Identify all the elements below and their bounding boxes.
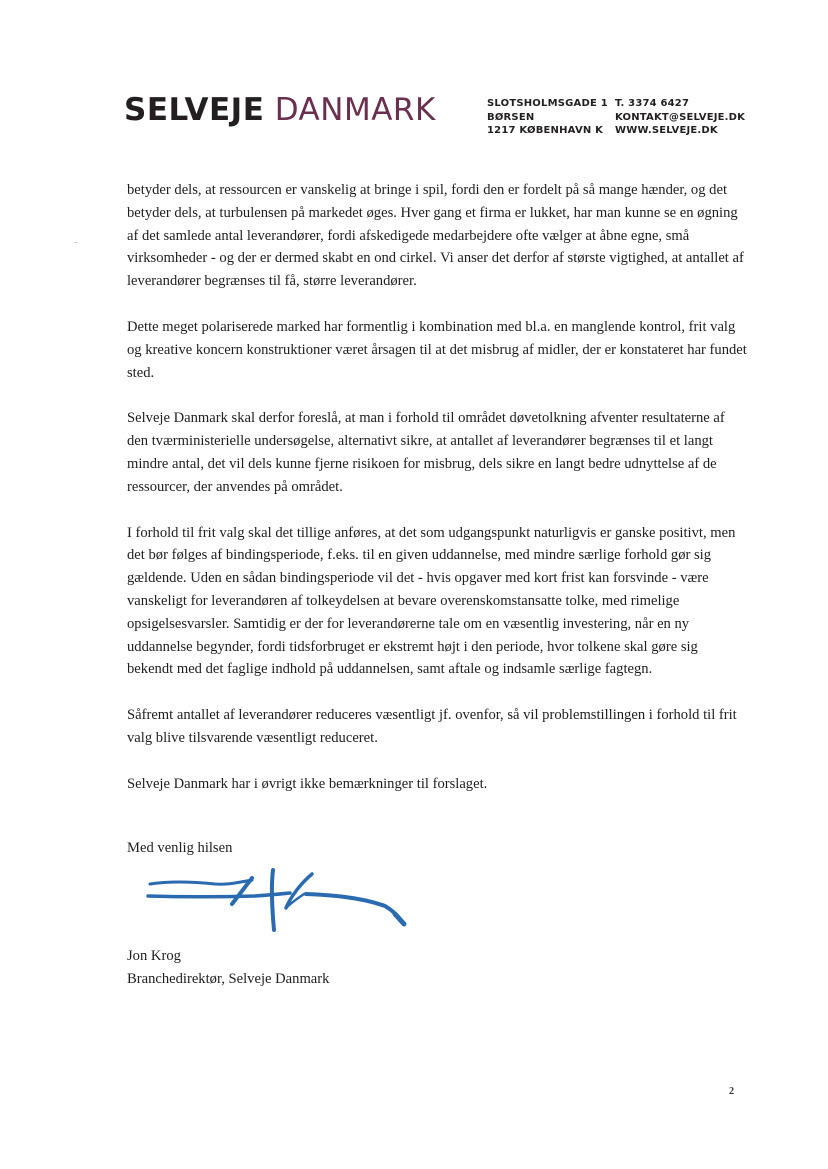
contact-details [615,97,745,138]
phone-number: T. 3374 6427 [615,98,690,109]
signer-block [127,945,329,991]
address-line: SLOTSHOLMSGADE 1 [487,98,608,109]
handwritten-signature-icon [140,864,410,943]
address-line: 1217 KØBENHAVN K [487,125,604,136]
body-paragraph: Selveje Danmark har i øvrigt ikke bemærkninger til forslaget. [127,775,488,792]
signer-title: Branchedirektør, Selveje Danmark [127,971,330,987]
letter-body [127,179,747,819]
website-address: WWW.SELVEJE.DK [615,125,718,136]
body-paragraph: I forhold til frit valg skal det tillige anføres, at det som udgangspunkt naturligvis er ganske positivt, men det bør følges af bindingsperiode, f.eks. til en given uddannelse, med mindre særlige forhold gør sig gældende. Uden en sådan bindingsperiode vil det - hvis opgaver med kort frist kan forsvinde - være vanskeligt for leverandøren af tolkeydelsen at bevare overenskomstansatte tolke, med rimelige opsigelsesvarsler. Samtidig er der for leverandørerne tale om en væsentlig investering, når en ny uddannelse begynder, fordi tidsforbruget er ekstremt højt i den periode, hvor tolkene skal gøre sig bekendt med det faglige indhold på uddannelsen, samt aftale og indsamle særlige fagtegn. [127,524,736,678]
body-paragraph: Dette meget polariserede marked har formentlig i kombination med bl.a. en manglende kontrol, frit valg og kreative koncern konstruktioner været årsagen til at det misbrug af midler, der er konstateret har fundet sted. [127,318,747,381]
email-address: KONTAKT@SELVEJE.DK [615,111,746,123]
body-paragraph: Selveje Danmark skal derfor foreslå, at man i forhold til området døvetolkning afventer resultaterne af den tværministerielle undersøgelse, alternativt sikre, at antallet af leverandører begrænses til et langt mindre antal, det vil dels kunne fjerne risikoen for misbrug, dels sikre en langt bedre udnyttelse af de ressourcer, der anvendes på området. [127,410,725,495]
postal-address [487,97,608,138]
body-paragraph: betyder dels, at ressourcen er vanskelig at bringe i spil, fordi den er fordelt på så mange hænder, og det betyder dels, at turbulensen på markedet øges. Hver gang et firma er lukket, har man kunne se en øgning af det samlede antal leverandører, fordi afskedigede medarbejdere ofte vælger at åbne egne, små virksomheder - og der er dermed skabt en ond cirkel. Vi anser det derfor af største vigtighed, at antallet af leverandører begrænses til få, større leverandører. [127,182,744,290]
logo-word-selveje: SELVEJE [124,92,265,128]
scan-speck [74,242,77,243]
address-line: BØRSEN [487,111,535,123]
closing-salutation: Med venlig hilsen [127,840,233,856]
signer-name: Jon Krog [127,948,181,964]
company-logo [124,92,436,128]
page-number: 2 [729,1086,734,1097]
logo-word-danmark: DANMARK [274,92,436,128]
body-paragraph: Såfremt antallet af leverandører reduceres væsentligt jf. ovenfor, så vil problemstillingen i forhold til frit valg blive tilsvarende væsentligt reduceret. [127,707,737,746]
